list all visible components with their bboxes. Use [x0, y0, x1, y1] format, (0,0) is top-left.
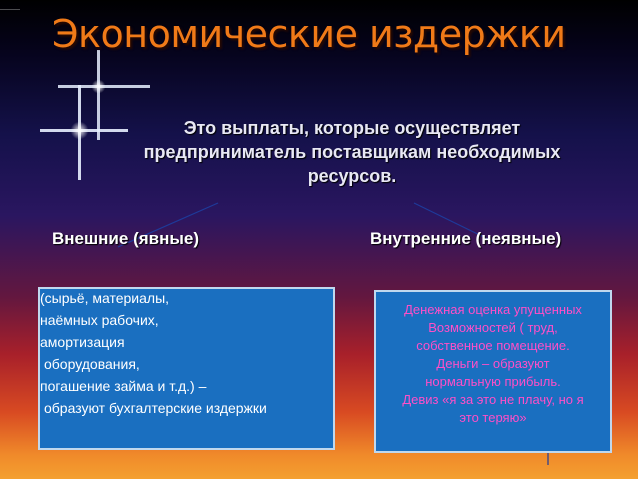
definition-line: предприниматель поставщикам необходимых — [143, 142, 561, 162]
implicit-line: это теряю» — [459, 410, 527, 425]
implicit-line: Деньги – образуют — [436, 356, 550, 371]
explicit-costs-label: Внешние (явные) — [52, 229, 199, 248]
list-item: амортизация — [40, 334, 125, 350]
list-item: наёмных рабочих, — [40, 312, 159, 328]
implicit-line: собственное помещение. — [416, 338, 570, 353]
implicit-costs-text — [376, 301, 610, 427]
implicit-line: Возможностей ( труд, — [428, 320, 558, 335]
list-item: погашение займа и т.д.) – — [40, 378, 207, 394]
implicit-costs-label: Внутренние (неявные) — [370, 229, 562, 248]
slide-title: Экономические издержки — [52, 12, 566, 56]
list-item: оборудования, — [44, 356, 140, 372]
implicit-line: нормальную прибыль. — [425, 374, 561, 389]
definition-line: Это выплаты, которые осуществляет — [183, 118, 521, 138]
implicit-line: Девиз «я за это не плачу, но я — [402, 392, 584, 407]
list-item: образуют бухгалтерские издержки — [44, 400, 267, 416]
definition-line: ресурсов. — [307, 166, 397, 186]
implicit-line: Денежная оценка упущенных — [404, 302, 582, 317]
list-item: (сырьё, материалы, — [40, 290, 170, 306]
explicit-costs-list — [40, 287, 267, 419]
